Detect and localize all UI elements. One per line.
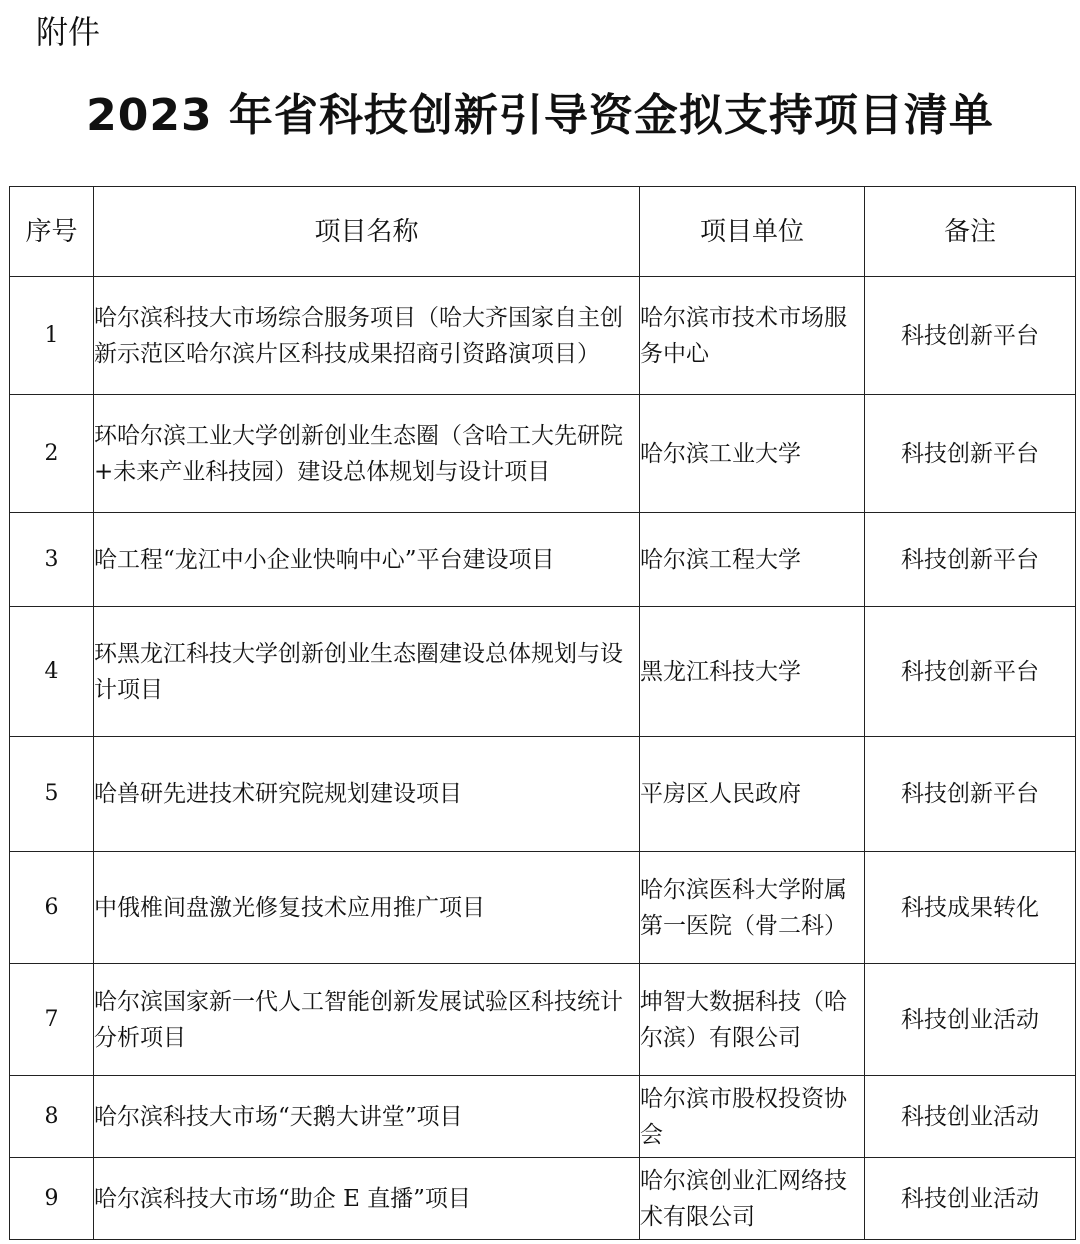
project-unit: 哈尔滨创业汇网络技术有限公司 [640, 1158, 865, 1240]
project-name: 哈兽研先进技术研究院规划建设项目 [94, 737, 640, 852]
project-name: 环哈尔滨工业大学创新创业生态圈（含哈工大先研院+未来产业科技园）建设总体规划与设计项目 [94, 395, 640, 513]
project-unit: 哈尔滨市技术市场服务中心 [640, 277, 865, 395]
row-number: 7 [10, 964, 94, 1076]
project-name: 哈尔滨科技大市场“助企 E 直播”项目 [94, 1158, 640, 1240]
column-header-project-name: 项目名称 [94, 187, 640, 277]
row-number: 2 [10, 395, 94, 513]
project-remark: 科技创新平台 [865, 737, 1076, 852]
row-number: 1 [10, 277, 94, 395]
project-name: 哈工程“龙江中小企业快响中心”平台建设项目 [94, 513, 640, 607]
project-remark: 科技创新平台 [865, 277, 1076, 395]
table-row [10, 964, 1076, 1076]
table-row [10, 513, 1076, 607]
project-remark: 科技成果转化 [865, 852, 1076, 964]
table-row [10, 737, 1076, 852]
table-row [10, 395, 1076, 513]
column-header-project-unit: 项目单位 [640, 187, 865, 277]
table-row [10, 607, 1076, 737]
row-number: 6 [10, 852, 94, 964]
table-header-row [10, 187, 1076, 277]
project-remark: 科技创新平台 [865, 513, 1076, 607]
project-unit: 黑龙江科技大学 [640, 607, 865, 737]
project-name: 哈尔滨科技大市场“天鹅大讲堂”项目 [94, 1076, 640, 1158]
row-number: 9 [10, 1158, 94, 1240]
table-row [10, 1158, 1076, 1240]
project-remark: 科技创新平台 [865, 607, 1076, 737]
row-number: 5 [10, 737, 94, 852]
table-row [10, 852, 1076, 964]
project-unit: 坤智大数据科技（哈尔滨）有限公司 [640, 964, 865, 1076]
column-header-remarks: 备注 [865, 187, 1076, 277]
project-unit: 哈尔滨工程大学 [640, 513, 865, 607]
project-unit: 哈尔滨市股权投资协会 [640, 1076, 865, 1158]
project-name: 哈尔滨科技大市场综合服务项目（哈大齐国家自主创新示范区哈尔滨片区科技成果招商引资路演项目） [94, 277, 640, 395]
project-name: 中俄椎间盘激光修复技术应用推广项目 [94, 852, 640, 964]
project-remark: 科技创新平台 [865, 395, 1076, 513]
row-number: 8 [10, 1076, 94, 1158]
project-unit: 平房区人民政府 [640, 737, 865, 852]
row-number: 4 [10, 607, 94, 737]
table-row [10, 1076, 1076, 1158]
document-title: 2023 年省科技创新引导资金拟支持项目清单 [86, 90, 994, 141]
project-remark: 科技创业活动 [865, 1158, 1076, 1240]
project-unit: 哈尔滨工业大学 [640, 395, 865, 513]
project-unit: 哈尔滨医科大学附属第一医院（骨二科） [640, 852, 865, 964]
project-remark: 科技创业活动 [865, 964, 1076, 1076]
attachment-label: 附件 [36, 13, 101, 51]
project-name: 哈尔滨国家新一代人工智能创新发展试验区科技统计分析项目 [94, 964, 640, 1076]
project-remark: 科技创业活动 [865, 1076, 1076, 1158]
project-name: 环黑龙江科技大学创新创业生态圈建设总体规划与设计项目 [94, 607, 640, 737]
project-table [9, 186, 1076, 1240]
row-number: 3 [10, 513, 94, 607]
column-header-number: 序号 [10, 187, 94, 277]
table-row [10, 277, 1076, 395]
